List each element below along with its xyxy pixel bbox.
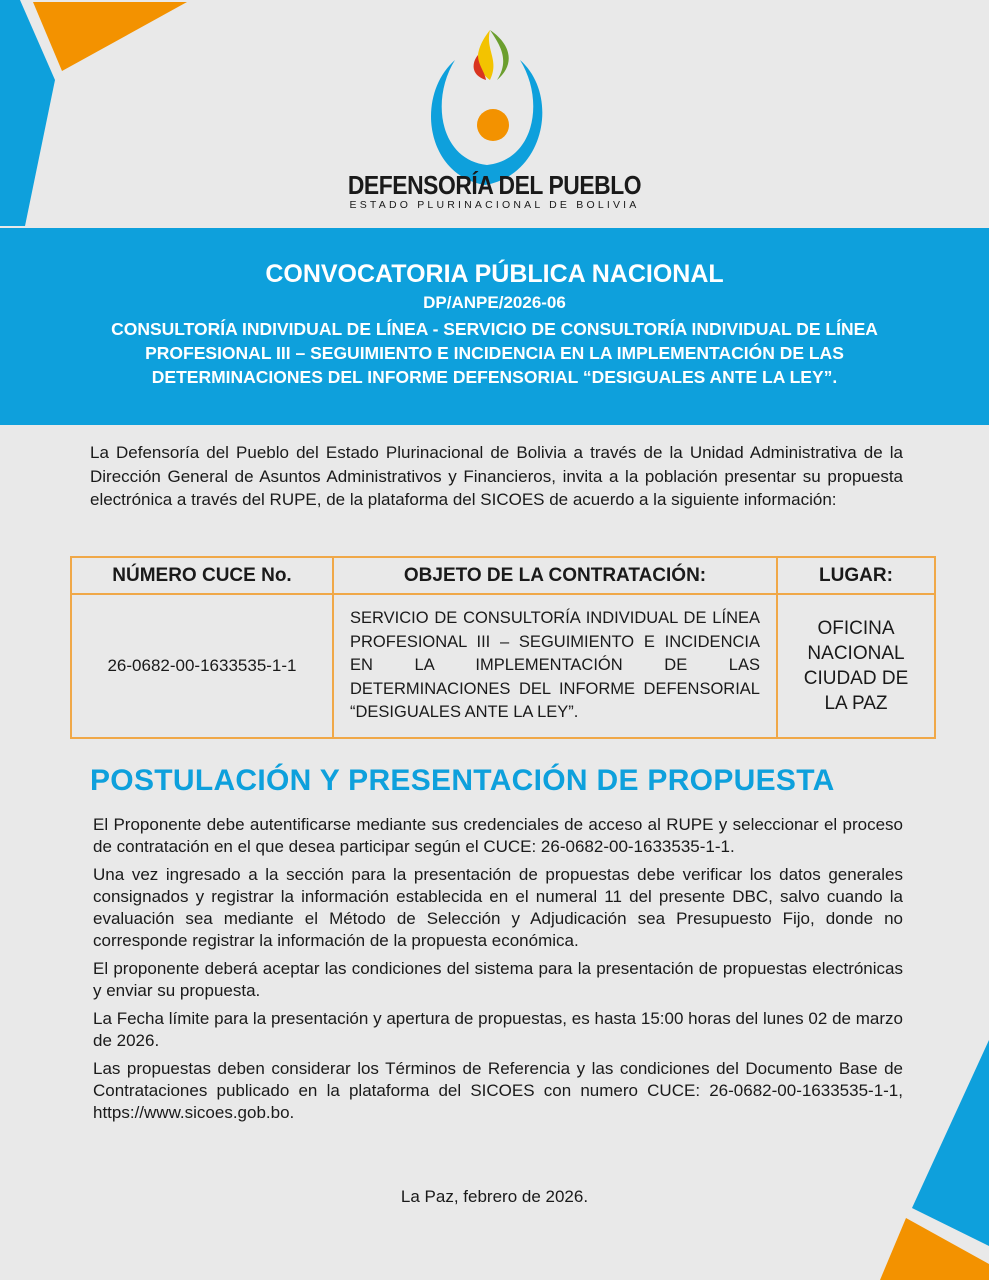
header-band [0,228,989,425]
header-lugar: LUGAR: [777,557,935,594]
announcement-description: CONSULTORÍA INDIVIDUAL DE LÍNEA - SERVICIO DE CONSULTORÍA INDIVIDUAL DE LÍNEA PROFESIONAL III – SEGUIMIENTO E INCIDENCIA EN LA IMPLEMENTACIÓN DE LAS DETERMINACIONES DEL INFORME DEFENSORIAL “DESIGUALES ANTE LA LEY”. [111,319,878,387]
table-row [71,594,935,738]
bottom-right-blue-shape [912,1040,989,1246]
section-title: POSTULACIÓN Y PRESENTACIÓN DE PROPUESTA [90,764,835,797]
header-cuce: NÚMERO CUCE No. [71,557,333,594]
logo-emblem [431,30,542,185]
table-header-row [71,557,935,594]
cell-lugar: OFICINA NACIONAL CIUDAD DE LA PAZ [777,594,935,738]
announcement-title: CONVOCATORIA PÚBLICA NACIONAL [265,260,724,288]
cell-objeto: SERVICIO DE CONSULTORÍA INDIVIDUAL DE LÍNEA PROFESIONAL III – SEGUIMIENTO E INCIDENCIA EN LA IMPLEMENTACIÓN DE LAS DETERMINACIONES DEL INFORME DEFENSORIAL “DESIGUALES ANTE LA LEY”. [333,594,777,738]
contract-table [70,556,936,739]
paragraph: El Proponente debe autentificarse mediante sus credenciales de acceso al RUPE y seleccionar el proceso de contratación en el que desea participar según el CUCE: 26-0682-00-1633535-1-1. [93,815,903,856]
top-left-orange-shape [33,2,187,71]
logo-title: DEFENSORÍA DEL PUEBLO [347,170,642,200]
paragraph: Una vez ingresado a la sección para la presentación de propuestas debe verificar los datos generales consignados y registrar la información establecida en el numeral 11 del presente DBC, salvo cuando la evaluación sea mediante el Método de Selección y Adjudicación sea Presupuesto Fijo, donde no corresponde registrar la información de la propuesta económica. [93,865,903,950]
intro-paragraph: La Defensoría del Pueblo del Estado Plurinacional de Bolivia a través de la Unidad Administrativa de la Dirección General de Asuntos Administrativos y Financieros, invita a la población presentar su propuesta electrónica a través del RUPE, de la plataforma del SICOES de acuerdo a la siguiente información: [90,443,903,509]
announcement-code: DP/ANPE/2026-06 [423,293,566,312]
cell-cuce: 26-0682-00-1633535-1-1 [71,594,333,738]
section-body [93,814,903,1130]
place-date: La Paz, febrero de 2026. [400,1187,589,1206]
header-objeto: OBJETO DE LA CONTRATACIÓN: [333,557,777,594]
paragraph: La Fecha límite para la presentación y apertura de propuestas, es hasta 15:00 horas del lunes 02 de marzo de 2026. [93,1009,903,1050]
paragraph: Las propuestas deben considerar los Términos de Referencia y las condiciones del Documento Base de Contrataciones publicado en la plataforma del SICOES con numero CUCE: 26-0682-00-1633535-1-1, https://www.sicoes.gob.bo. [93,1059,903,1122]
logo-subtitle: ESTADO PLURINACIONAL DE BOLIVIA [349,199,640,211]
paragraph: El proponente deberá aceptar las condiciones del sistema para la presentación de propuestas electrónicas y enviar su propuesta. [93,959,903,1000]
